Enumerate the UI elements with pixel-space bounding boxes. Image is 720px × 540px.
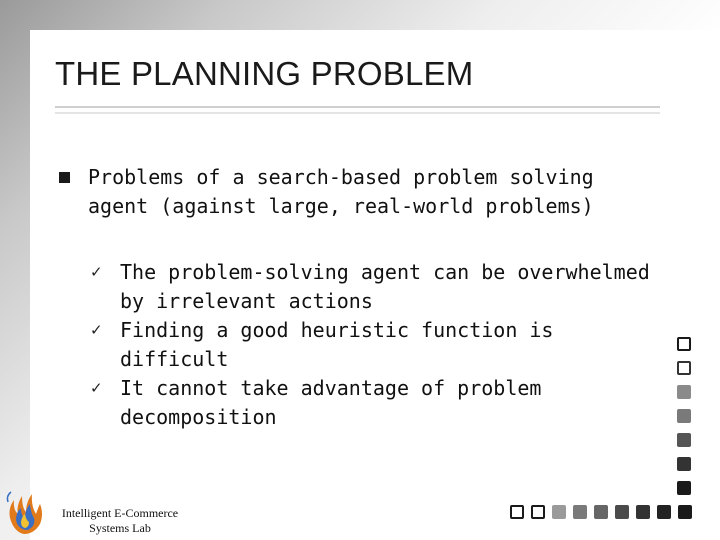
decorative-square-icon <box>677 481 691 495</box>
decorative-square-icon <box>594 505 608 519</box>
title-divider <box>55 106 660 114</box>
checkmark-icon: ✓ <box>90 321 103 339</box>
decorative-square-icon <box>677 361 691 375</box>
sub-bullet-item <box>90 316 650 374</box>
decorative-square-icon <box>636 505 650 519</box>
sub-bullet-item <box>90 374 650 432</box>
sub-bullet-text: It cannot take advantage of problem decomposition <box>120 376 542 429</box>
decorative-square-icon <box>677 337 691 351</box>
sub-bullet-text: The problem-solving agent can be overwhelmed by irrelevant actions <box>120 260 650 313</box>
decorative-square-icon <box>552 505 566 519</box>
lab-name-footer <box>50 506 190 536</box>
decorative-square-icon <box>657 505 671 519</box>
decorative-square-icon <box>510 505 524 519</box>
flame-logo-icon <box>4 488 48 538</box>
decorative-square-icon <box>678 505 692 519</box>
decorative-square-icon <box>573 505 587 519</box>
square-bullet-icon <box>59 172 70 183</box>
checkmark-icon: ✓ <box>90 263 103 281</box>
sub-bullet-text: Finding a good heuristic function is difficult <box>120 318 554 371</box>
decorative-square-icon <box>677 433 691 447</box>
decorative-square-icon <box>615 505 629 519</box>
sub-bullet-list <box>90 258 650 432</box>
lab-name-line: Intelligent E-Commerce <box>61 506 179 520</box>
decorative-square-icon <box>677 457 691 471</box>
decorative-square-icon <box>677 385 691 399</box>
slide-title: THE PLANNING PROBLEM <box>55 55 474 92</box>
lab-name-line: Systems Lab <box>89 521 151 535</box>
main-bullet-text: Problems of a search-based problem solving agent (against large, real-world problems) <box>88 165 594 218</box>
decorative-square-icon <box>531 505 545 519</box>
checkmark-icon: ✓ <box>90 379 103 397</box>
sub-bullet-item <box>90 258 650 316</box>
decorative-square-icon <box>677 409 691 423</box>
